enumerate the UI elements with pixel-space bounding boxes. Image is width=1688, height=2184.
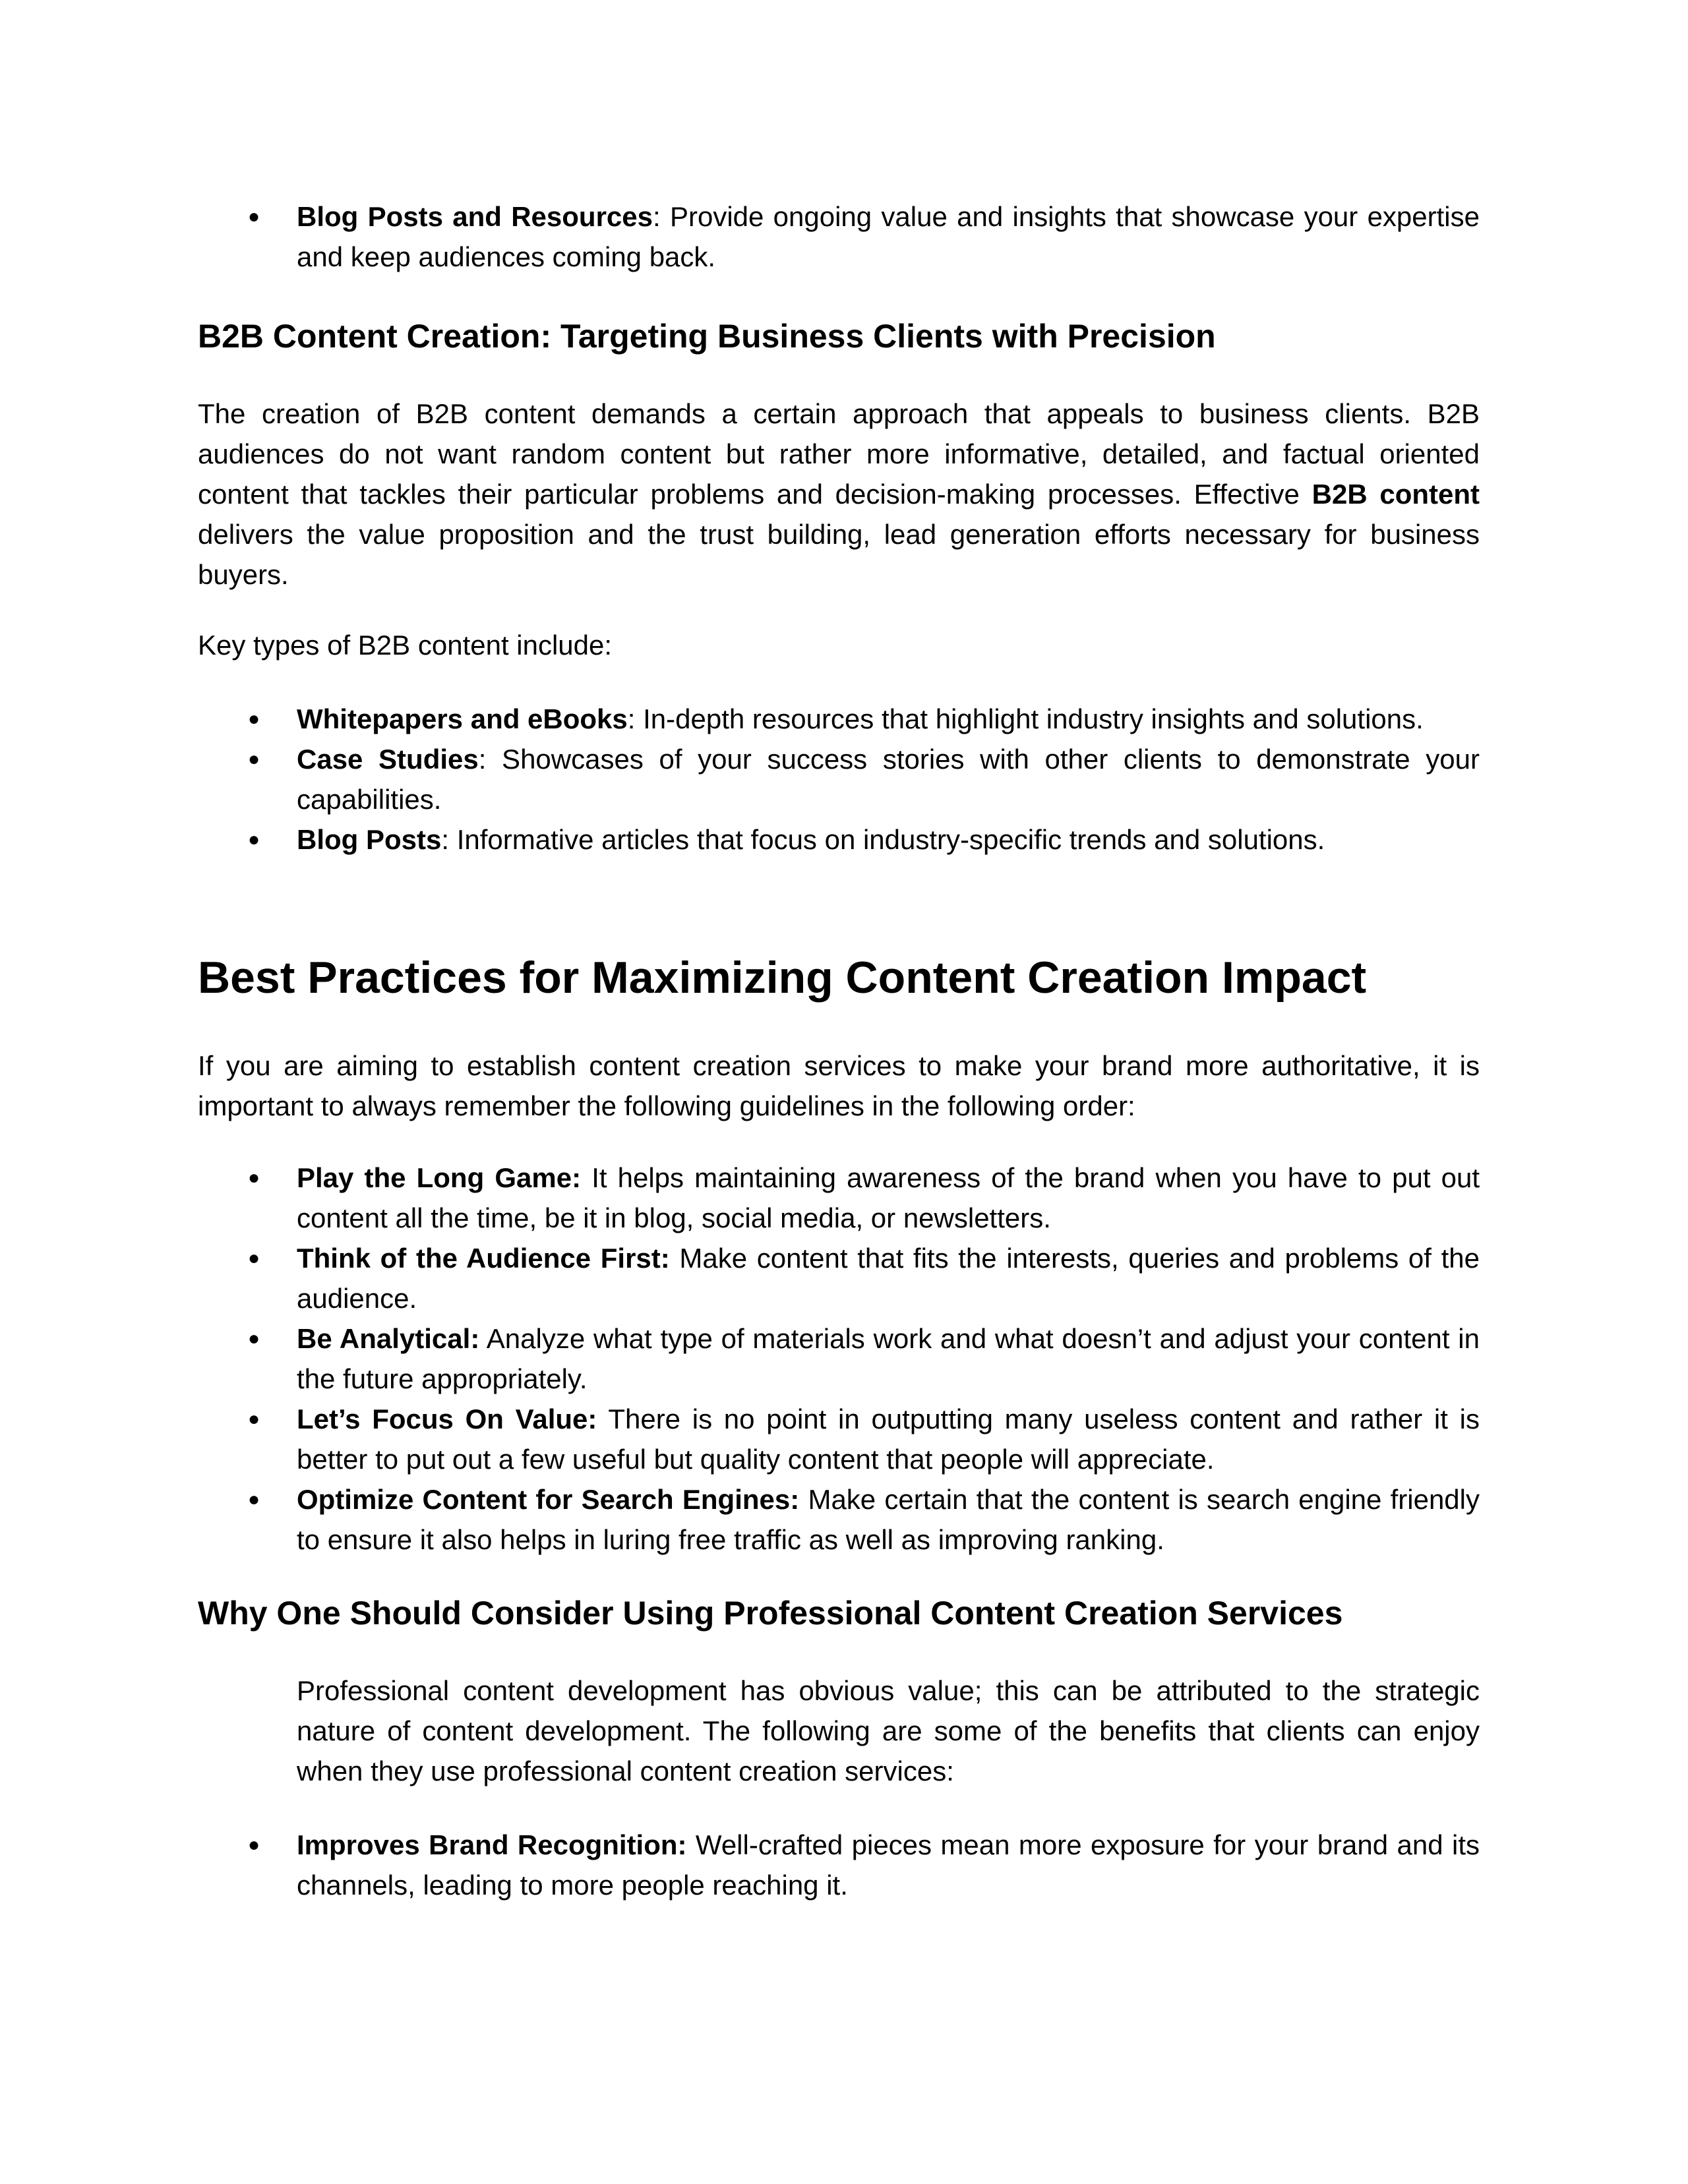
list-item-term: Improves Brand Recognition:: [297, 1829, 687, 1860]
b2b-intro: Key types of B2B content include:: [198, 630, 613, 661]
bullet-icon: ●: [248, 1834, 260, 1856]
section-heading-best-practices: Best Practices for Maximizing Content Creation Impact: [198, 953, 1367, 1003]
list-item-term: Blog Posts: [297, 824, 442, 855]
list-item: [198, 1399, 1480, 1479]
list-item-text: : Showcases of your success stories with other clients to demonstrate your capabilities.: [297, 744, 1480, 815]
list-item-term: Whitepapers and eBooks: [297, 703, 628, 734]
why-paragraph: Professional content development has obvious value; this can be attributed to the strategic nature of content development. The following are some of the benefits that clients can enjoy when they use professional content creation services:: [297, 1675, 1480, 1786]
section-heading-why: Why One Should Consider Using Professional Content Creation Services: [198, 1595, 1343, 1632]
list-item-term: Blog Posts and Resources: [297, 201, 653, 232]
list-item: [198, 196, 1480, 277]
list-item: [198, 1318, 1480, 1399]
b2b-paragraph-end: delivers the value proposition and the trust building, lead generation efforts necessary for business buyers.: [198, 519, 1480, 590]
b2b-paragraph-start: The creation of B2B content demands a certain approach that appeals to business clients. B2B audiences do not want random content but rather more informative, detailed, and factual oriented content that tackles their particular problems and decision-making processes. Effective: [198, 398, 1480, 510]
list-item: [198, 1238, 1480, 1318]
list-item: [198, 739, 1480, 819]
bullet-icon: ●: [248, 748, 260, 770]
list-item-text: Make content that fits the interests, queries and problems of the audience.: [297, 1243, 1480, 1314]
b2b-paragraph: [198, 394, 1480, 595]
bullet-icon: ●: [248, 1408, 260, 1430]
best-practices-bullet-list: [198, 1158, 1480, 1560]
list-item-text: Well-crafted pieces mean more exposure for your brand and its channels, leading to more people reaching it.: [297, 1829, 1480, 1901]
b2b-bullet-list: [198, 699, 1480, 860]
list-item-term: Be Analytical:: [297, 1323, 480, 1354]
list-item-text: : Provide ongoing value and insights that showcase your expertise and keep audiences coming back.: [297, 201, 1480, 272]
list-item: [198, 1479, 1480, 1560]
list-item-text: Make certain that the content is search engine friendly to ensure it also helps in luring free traffic as well as improving ranking.: [297, 1484, 1480, 1555]
list-item: [198, 819, 1480, 860]
list-item: [198, 1825, 1480, 1905]
b2b-paragraph-bold: B2B content: [1311, 479, 1480, 510]
bullet-icon: ●: [248, 829, 260, 850]
list-item-term: Think of the Audience First:: [297, 1243, 670, 1274]
list-item: [198, 1158, 1480, 1238]
list-item-text: : Informative articles that focus on industry-specific trends and solutions.: [441, 824, 1325, 855]
list-item-term: Play the Long Game:: [297, 1162, 582, 1193]
top-bullet-list: [198, 196, 1480, 277]
why-bullet-list: [198, 1825, 1480, 1905]
list-item-text: : In-depth resources that highlight industry insights and solutions.: [627, 703, 1424, 734]
bullet-icon: ●: [248, 206, 260, 227]
list-item-text: Analyze what type of materials work and what doesn’t and adjust your content in the future appropriately.: [297, 1323, 1480, 1394]
list-item-text: There is no point in outputting many useless content and rather it is better to put out a few useful but quality content that people will appreciate.: [297, 1403, 1480, 1475]
list-item-term: Let’s Focus On Value:: [297, 1403, 597, 1434]
section-heading-b2b: B2B Content Creation: Targeting Business Clients with Precision: [198, 318, 1216, 355]
list-item-term: Case Studies: [297, 744, 479, 775]
list-item-text: It helps maintaining awareness of the brand when you have to put out content all the time, be it in blog, social media, or newsletters.: [297, 1162, 1480, 1233]
bullet-icon: ●: [248, 1167, 260, 1189]
bullet-icon: ●: [248, 1328, 260, 1349]
list-item-term: Optimize Content for Search Engines:: [297, 1484, 800, 1515]
best-practices-intro: If you are aiming to establish content creation services to make your brand more authoritative, it is important to always remember the following guidelines in the following order:: [198, 1050, 1480, 1121]
bullet-icon: ●: [248, 1247, 260, 1269]
list-item: [198, 699, 1480, 739]
bullet-icon: ●: [248, 708, 260, 730]
bullet-icon: ●: [248, 1489, 260, 1510]
